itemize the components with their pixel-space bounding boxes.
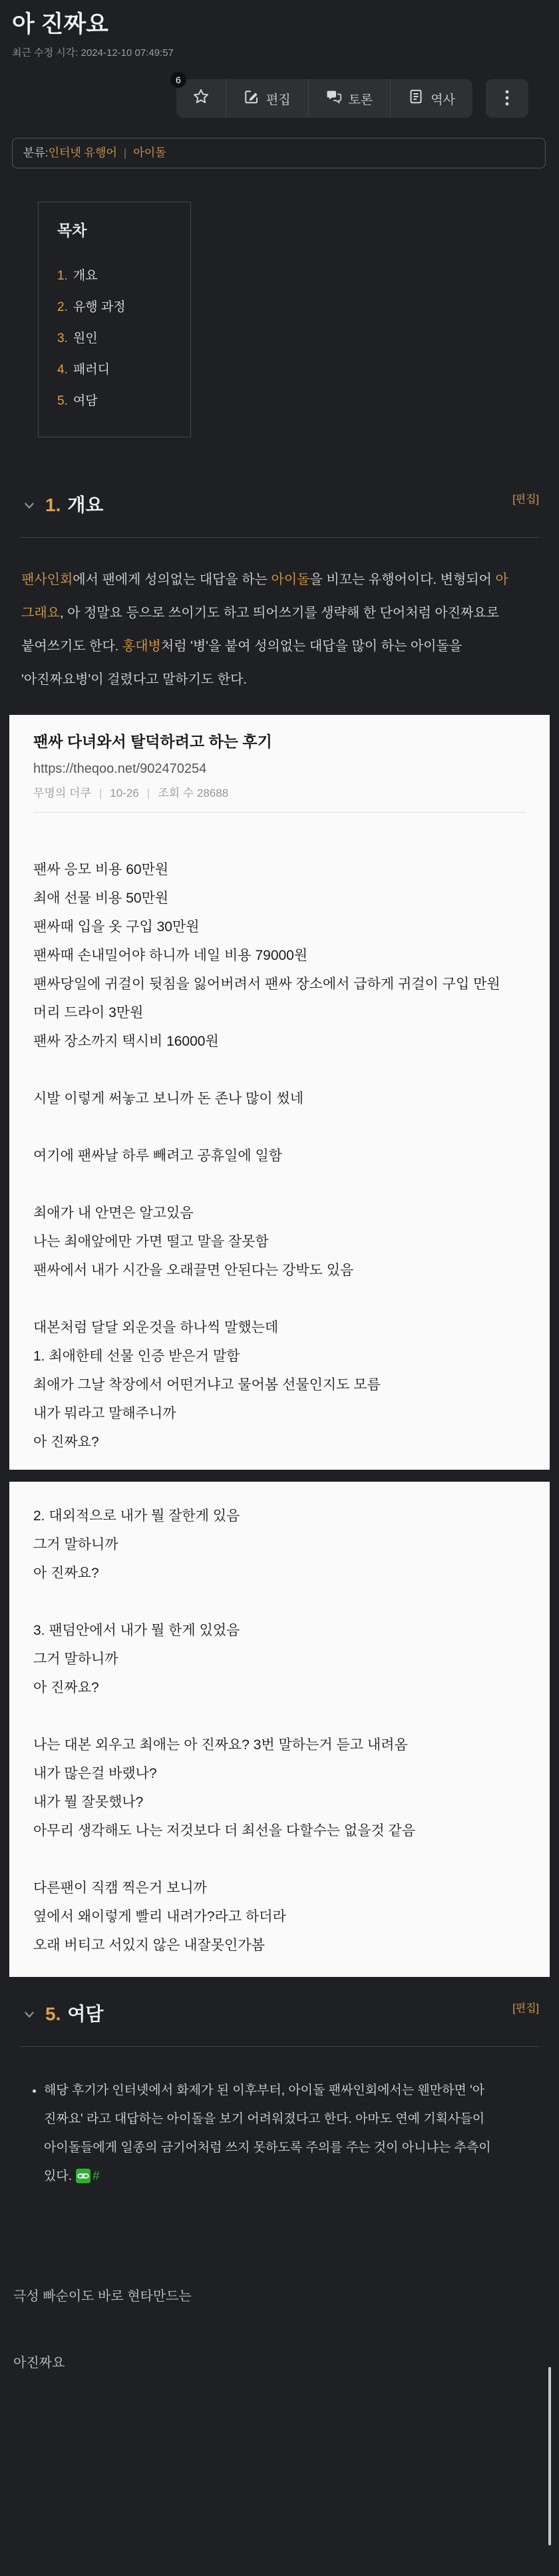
toc-title: 목차 — [57, 222, 87, 239]
post-line: 아무리 생각해도 나는 저것보다 더 최선을 다할수는 없을것 같음 — [33, 1823, 416, 1838]
post-line — [33, 1113, 526, 1142]
section-heading-trivia — [0, 2001, 559, 2028]
post-line: 2. 대외적으로 내가 뭘 잘한게 있음 — [33, 1508, 240, 1524]
toc-item-number: 2. — [57, 300, 68, 314]
post-line: 나는 대본 외우고 최애는 아 진짜요? 3번 말하는거 듣고 내려옴 — [33, 1737, 408, 1753]
toc-item-label: 패러디 — [73, 363, 110, 377]
toolbar-button-group — [175, 75, 472, 118]
toc-item-number: 3. — [57, 331, 68, 345]
discuss-button-label: 토론 — [348, 93, 373, 107]
text-run: 에서 팬에게 성의없는 대답을 하는 — [73, 572, 272, 587]
pencil-icon — [244, 89, 260, 108]
post-meta — [33, 785, 526, 801]
toc-item-number: 5. — [57, 394, 68, 408]
post-line: 팬싸때 입을 옷 구입 30만원 — [33, 919, 200, 935]
post-line: 팬싸당일에 귀걸이 뒷침을 잃어버려서 팬싸 장소에서 급하게 귀걸이 구입 만원 — [33, 976, 500, 992]
section-edit-link[interactable]: [편집] — [512, 494, 539, 505]
toc-item-number: 4. — [57, 363, 68, 377]
section-divider — [20, 2046, 539, 2047]
post-line: 아 진짜요? — [33, 1680, 99, 1695]
post-line — [33, 1702, 526, 1731]
section-title: 개요 — [67, 495, 104, 515]
history-icon — [408, 89, 424, 108]
post-meta-item: 조회 수 28688 — [158, 787, 229, 799]
post-line: 팬싸에서 내가 시간을 오래끌면 안된다는 강박도 있음 — [33, 1263, 354, 1278]
category-bar — [12, 138, 546, 168]
section-number: 1. — [45, 495, 61, 515]
star-button[interactable] — [175, 75, 226, 118]
toolbar — [0, 75, 559, 118]
trivia-text: 해당 후기가 인터넷에서 화제가 된 이후부터, 아이돌 팬싸인회에서는 웬만하면 '아 진짜요' 라고 대답하는 아이돌을 보기 어려워졌다고 한다. 아마도 연예 기획사들이 아이돌들에게 일종의 금기어처럼 쓰지 못하도록 주의를 주는 것이 아니냐는 추측이 있다. — [44, 2083, 491, 2183]
post-line: 내가 많은걸 바랬나? — [33, 1766, 157, 1781]
post-meta-separator: | — [98, 787, 102, 799]
wiki-link[interactable]: 아 그래요 — [21, 572, 508, 620]
post-line: 최애 선물 비용 50만원 — [33, 891, 169, 906]
category-link-idol[interactable]: 아이돌 — [133, 146, 166, 159]
post-title: 팬싸 다녀와서 탈덕하려고 하는 후기 — [33, 733, 272, 750]
post-line: 최애가 그날 착장에서 어떤거냐고 물어봄 선물인지도 모름 — [33, 1377, 381, 1393]
post-line: 머리 드라이 3만원 — [33, 1005, 144, 1020]
toc-list — [57, 260, 173, 417]
trivia-list — [29, 2076, 532, 2194]
wiki-link[interactable]: 팬사인회 — [21, 572, 73, 587]
more-button[interactable] — [486, 79, 528, 118]
external-link-hash[interactable]: # — [93, 2169, 100, 2183]
post-line: 나는 최애앞에만 가면 떨고 말을 잘못함 — [33, 1234, 269, 1249]
category-label: 분류: — [23, 146, 49, 159]
edit-button-label: 편집 — [266, 93, 291, 107]
toc-item-number: 1. — [57, 269, 68, 283]
section-edit-link[interactable]: [편집] — [512, 2003, 539, 2014]
last-modified: 최근 수정 시각: 2024-12-10 07:49:57 — [12, 47, 174, 59]
post-line: 그거 말하니까 — [33, 1537, 118, 1552]
post-line: 옆에서 왜이렇게 빨리 내려가?라고 하더라 — [33, 1909, 286, 1924]
post-meta-separator: | — [146, 787, 150, 799]
post-line — [33, 1170, 526, 1199]
section-title: 여담 — [67, 2004, 104, 2024]
toc-item-2[interactable] — [57, 292, 173, 323]
chevron-down-icon[interactable] — [23, 2008, 36, 2024]
post-line: 팬싸때 손내밀어야 하니까 네일 비용 79000원 — [33, 948, 308, 963]
chevron-down-icon[interactable] — [23, 499, 36, 515]
embedded-post-screenshot-1 — [9, 715, 550, 1470]
external-link-icon[interactable] — [76, 2165, 91, 2194]
post-line: 여기에 팬싸날 하루 빼려고 공휴일에 일함 — [33, 1148, 283, 1164]
post-line: 팬싸 응모 비용 60만원 — [33, 862, 169, 877]
embedded-post-screenshot-2 — [9, 1482, 550, 1977]
post-line: 내가 뭐라고 말해주니까 — [33, 1406, 176, 1421]
post-line: 내가 뭘 잘못했나? — [33, 1795, 144, 1810]
post-line: 아 진짜요? — [33, 1434, 99, 1450]
post-meta-item: 무명의 더쿠 — [33, 787, 91, 799]
section-number: 5. — [45, 2004, 61, 2024]
post-line: 최애가 내 안면은 알고있음 — [33, 1205, 194, 1221]
history-button[interactable] — [390, 79, 472, 118]
text-run: 처럼 '병'을 붙여 성의없는 대답을 많이 하는 아이돌을 '아진짜요병'이 걸렸다고 말하기도 한다. — [21, 639, 463, 687]
footer-text-line: 아진짜요 — [13, 2356, 65, 2370]
post-line — [33, 1056, 526, 1084]
text-run: 을 비꼬는 유행어이다. 변형되어 — [309, 572, 496, 587]
toc-item-1[interactable] — [57, 260, 173, 292]
post-line — [33, 1285, 526, 1313]
toc-item-label: 여담 — [73, 394, 98, 408]
text-run: , 아 정말요 등으로 쓰이기도 하고 띄어쓰기를 생략해 한 단어처럼 아진짜요로 붙여쓰기도 한다. — [21, 606, 500, 654]
post-line — [33, 1588, 526, 1616]
post-line: 대본처럼 달달 외운것을 하나씩 말했는데 — [33, 1320, 279, 1335]
scrollbar-thumb[interactable] — [548, 2367, 551, 2545]
post-body-part2 — [33, 1502, 526, 1960]
category-separator: | — [123, 146, 127, 159]
wiki-link[interactable]: 홍대병 — [122, 639, 161, 654]
toc-item-label: 유행 과정 — [73, 300, 126, 314]
toc-item-3[interactable] — [57, 323, 173, 354]
post-line: 오래 버티고 서있지 않은 내잘못인가봄 — [33, 1938, 265, 1953]
wiki-link[interactable]: 아이돌 — [271, 572, 310, 587]
history-button-label: 역사 — [431, 93, 455, 107]
trivia-bullet — [44, 2076, 510, 2194]
post-line: 시발 이렇게 써놓고 보니까 돈 존나 많이 썼네 — [33, 1091, 303, 1106]
toc-item-label: 원인 — [73, 331, 98, 345]
section-divider — [20, 537, 539, 538]
post-line: 3. 팬덤안에서 내가 뭘 한게 있었음 — [33, 1623, 240, 1638]
post-line: 다른팬이 직캠 찍은거 보니까 — [33, 1880, 207, 1896]
post-line — [33, 1845, 526, 1874]
toc-item-5[interactable] — [57, 385, 173, 417]
section-heading-overview — [0, 492, 559, 519]
page-title: 아 진짜요 — [12, 11, 108, 37]
intro-paragraph — [21, 563, 538, 696]
edit-button[interactable] — [226, 79, 308, 118]
post-header-divider — [33, 812, 526, 813]
post-line: 1. 최애한테 선물 인증 받은거 말함 — [33, 1349, 240, 1364]
post-line: 그거 말하니까 — [33, 1651, 118, 1667]
category-link-internet-meme[interactable]: 인터넷 유행어 — [48, 146, 117, 159]
chat-icon — [326, 89, 342, 108]
footer-text-line: 극성 빠순이도 바로 현타만드는 — [13, 2289, 192, 2304]
post-meta-item: 10-26 — [110, 787, 139, 799]
post-body-part1 — [33, 855, 526, 1456]
kebab-menu-icon — [505, 89, 509, 108]
toc-item-label: 개요 — [73, 269, 98, 283]
star-count-badge: 6 — [170, 72, 186, 88]
table-of-contents — [38, 202, 191, 437]
post-line: 팬싸 장소까지 택시비 16000원 — [33, 1034, 219, 1049]
post-url: https://theqoo.net/902470254 — [33, 761, 207, 776]
discuss-button[interactable] — [308, 79, 391, 118]
toc-item-4[interactable] — [57, 354, 173, 385]
star-icon — [192, 88, 210, 109]
post-line: 아 진짜요? — [33, 1566, 99, 1581]
